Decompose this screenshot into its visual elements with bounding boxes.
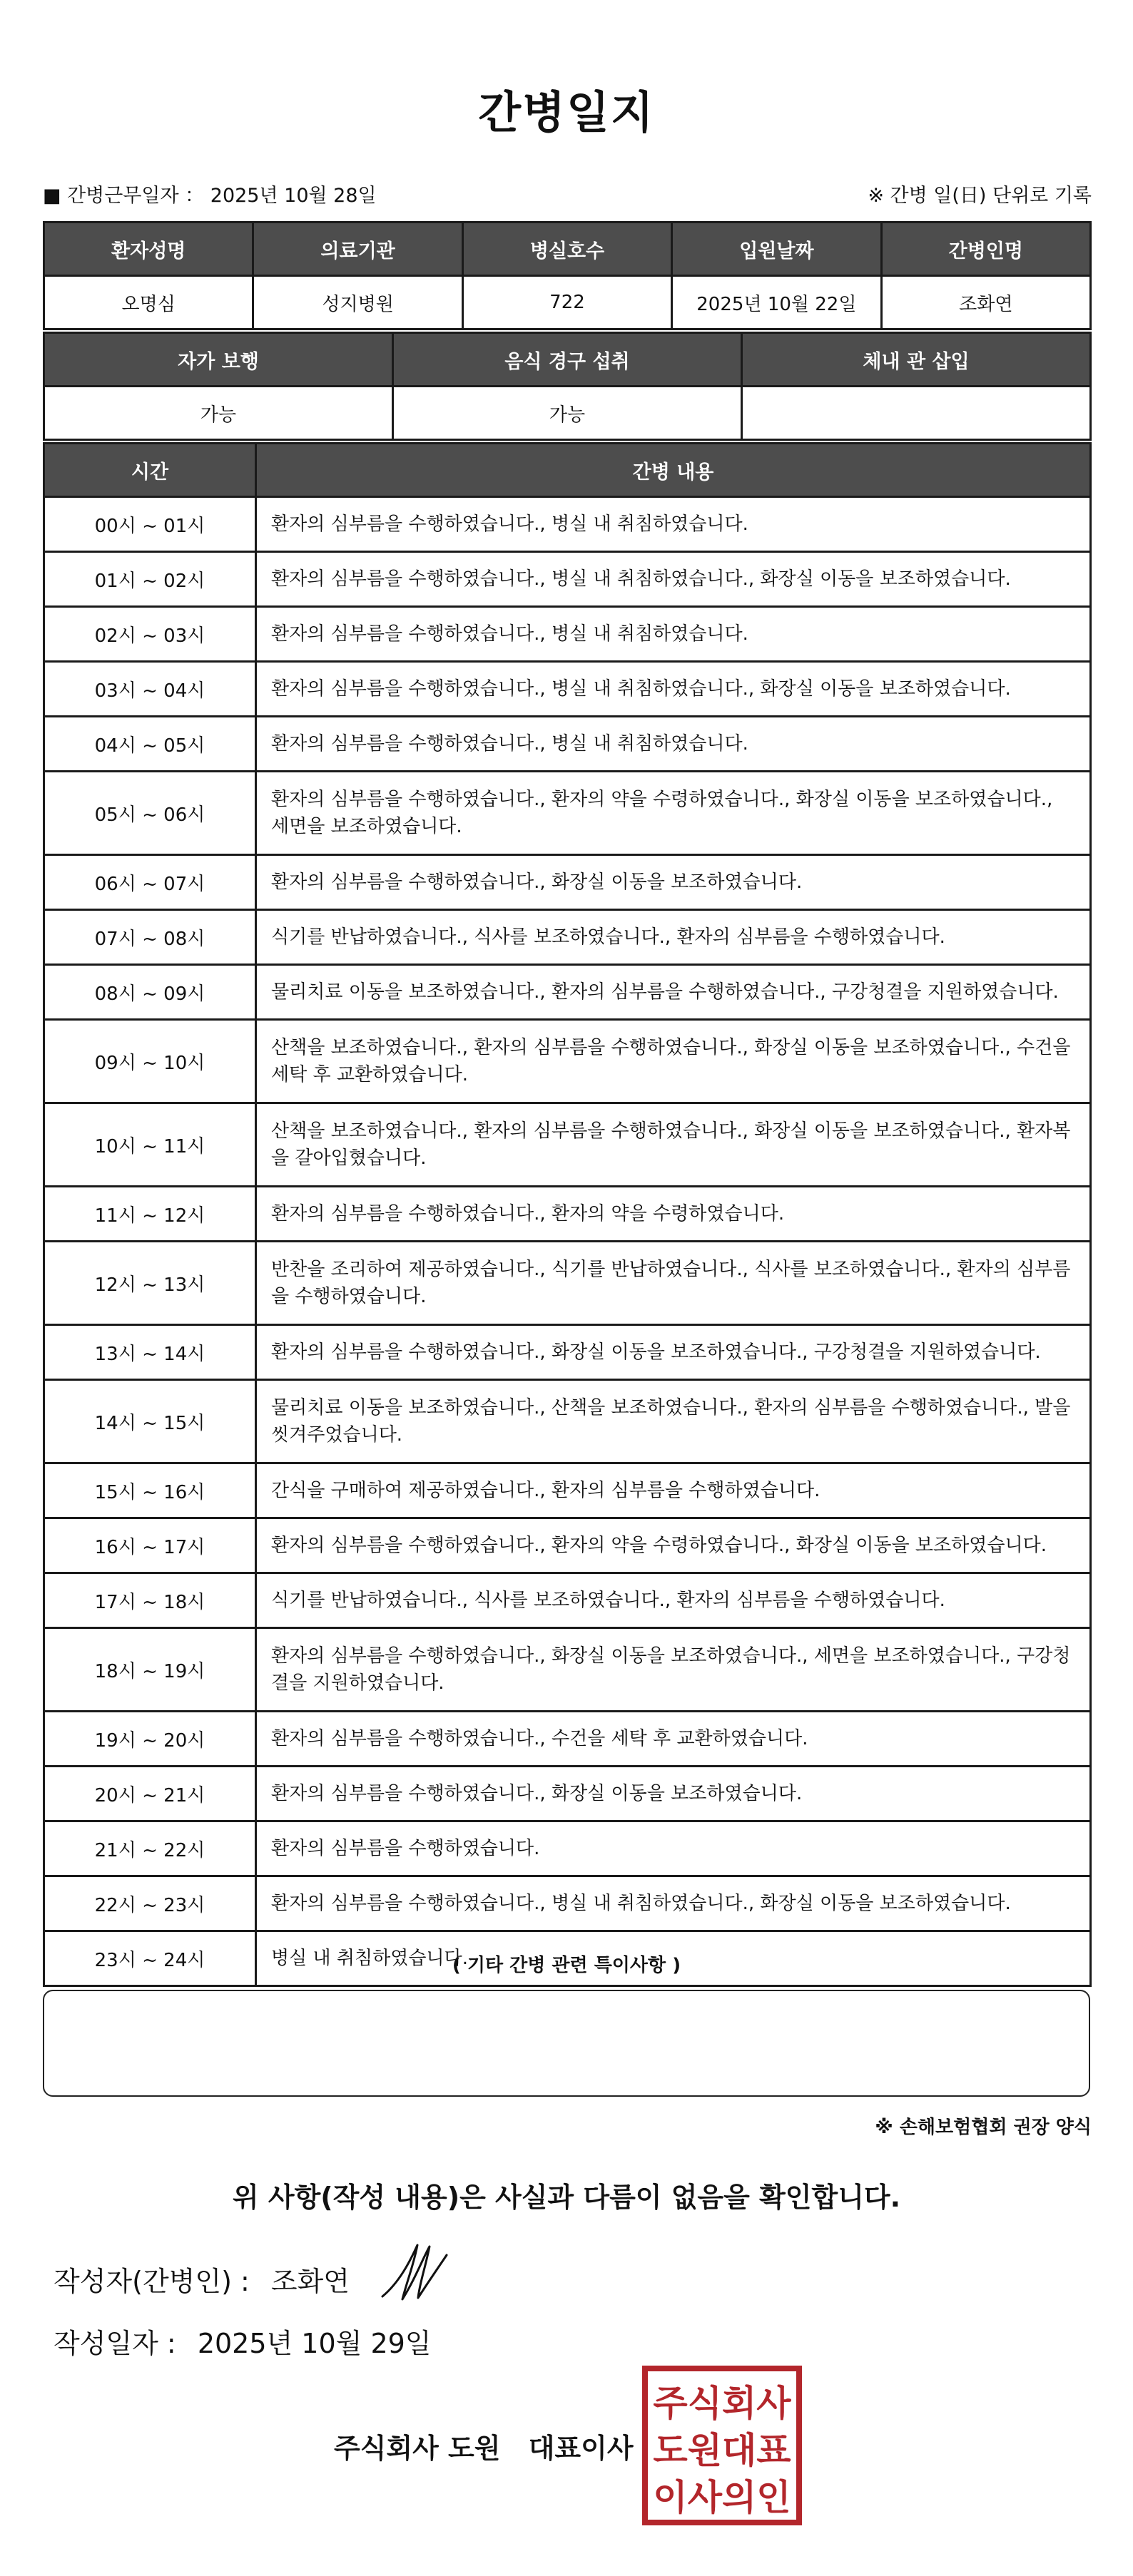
log-content-cell: 환자의 심부름을 수행하였습니다., 병실 내 취침하였습니다. bbox=[256, 607, 1091, 662]
care-log-header-row bbox=[44, 444, 1091, 497]
log-time-cell: 00시 ~ 01시 bbox=[44, 497, 256, 552]
log-content-cell: 간식을 구매하여 제공하였습니다., 환자의 심부름을 수행하였습니다. bbox=[256, 1463, 1091, 1518]
hospital-header: 의료기관 bbox=[253, 223, 462, 276]
time-header: 시간 bbox=[44, 444, 256, 497]
care-log-row bbox=[44, 1821, 1091, 1876]
form-note: ※ 손해보험협회 권장 양식 bbox=[875, 2117, 1092, 2138]
log-content-cell: 환자의 심부름을 수행하였습니다. bbox=[256, 1821, 1091, 1876]
remarks-box bbox=[43, 1990, 1090, 2097]
log-time-cell: 09시 ~ 10시 bbox=[44, 1020, 256, 1103]
tube-insertion-header: 체내 관 삽입 bbox=[742, 333, 1091, 387]
work-date bbox=[43, 180, 377, 208]
room-number-header: 병실호수 bbox=[462, 223, 671, 276]
care-log-row bbox=[44, 965, 1091, 1020]
log-time-cell: 06시 ~ 07시 bbox=[44, 855, 256, 910]
log-time-cell: 10시 ~ 11시 bbox=[44, 1103, 256, 1187]
log-content-cell: 병실 내 취침하였습니다. bbox=[256, 1931, 1091, 1986]
care-log-row bbox=[44, 1518, 1091, 1573]
log-content-cell: 물리치료 이동을 보조하였습니다., 환자의 심부름을 수행하였습니다., 구강청결을 지원하였습니다. bbox=[256, 965, 1091, 1020]
care-log-row bbox=[44, 1325, 1091, 1380]
log-content-cell: 환자의 심부름을 수행하였습니다., 환자의 약을 수령하였습니다. bbox=[256, 1187, 1091, 1242]
patient-condition-table bbox=[43, 332, 1092, 441]
log-time-cell: 15시 ~ 16시 bbox=[44, 1463, 256, 1518]
log-content-cell: 환자의 심부름을 수행하였습니다., 화장실 이동을 보조하였습니다., 구강청결을 지원하였습니다. bbox=[256, 1325, 1091, 1380]
work-date-label: ■ 간병근무일자 ： bbox=[43, 185, 205, 207]
log-time-cell: 08시 ~ 09시 bbox=[44, 965, 256, 1020]
log-time-cell: 19시 ~ 20시 bbox=[44, 1712, 256, 1767]
care-log-row bbox=[44, 1380, 1091, 1463]
log-content-cell: 환자의 심부름을 수행하였습니다., 병실 내 취침하였습니다., 화장실 이동을 보조하였습니다. bbox=[256, 1876, 1091, 1931]
room-number-value: 722 bbox=[462, 276, 671, 329]
log-time-cell: 04시 ~ 05시 bbox=[44, 717, 256, 772]
log-time-cell: 17시 ~ 18시 bbox=[44, 1573, 256, 1628]
log-time-cell: 20시 ~ 21시 bbox=[44, 1767, 256, 1821]
log-time-cell: 21시 ~ 22시 bbox=[44, 1821, 256, 1876]
caregiver-name-header: 간병인명 bbox=[881, 223, 1090, 276]
signature-icon bbox=[378, 2239, 449, 2304]
work-date-value: 2025년 10월 28일 bbox=[210, 185, 377, 207]
care-log-table bbox=[43, 442, 1092, 1987]
care-log-row bbox=[44, 1103, 1091, 1187]
log-content-cell: 환자의 심부름을 수행하였습니다., 병실 내 취침하였습니다., 화장실 이동을 보조하였습니다. bbox=[256, 552, 1091, 607]
log-time-cell: 13시 ~ 14시 bbox=[44, 1325, 256, 1380]
log-content-cell: 산책을 보조하였습니다., 환자의 심부름을 수행하였습니다., 화장실 이동을 보조하였습니다., 수건을 세탁 후 교환하였습니다. bbox=[256, 1020, 1091, 1103]
log-content-cell: 산책을 보조하였습니다., 환자의 심부름을 수행하였습니다., 화장실 이동을 보조하였습니다., 환자복을 갈아입혔습니다. bbox=[256, 1103, 1091, 1187]
self-walking-header: 자가 보행 bbox=[44, 333, 393, 387]
work-date-row bbox=[43, 180, 1092, 208]
care-log-row bbox=[44, 717, 1091, 772]
log-time-cell: 03시 ~ 04시 bbox=[44, 662, 256, 717]
log-time-cell: 07시 ~ 08시 bbox=[44, 910, 256, 965]
patient-info-header-row bbox=[44, 223, 1091, 276]
log-time-cell: 23시 ~ 24시 bbox=[44, 1931, 256, 1986]
log-time-cell: 01시 ~ 02시 bbox=[44, 552, 256, 607]
care-log-row bbox=[44, 1876, 1091, 1931]
log-content-cell: 반찬을 조리하여 제공하였습니다., 식기를 반납하였습니다., 식사를 보조하였습니다., 환자의 심부름을 수행하였습니다. bbox=[256, 1242, 1091, 1325]
care-log-row bbox=[44, 1712, 1091, 1767]
log-time-cell: 12시 ~ 13시 bbox=[44, 1242, 256, 1325]
remarks-title: ( 기타 간병 관련 특이사항 ) bbox=[452, 1955, 681, 1976]
patient-info-table bbox=[43, 221, 1092, 330]
self-walking-value: 가능 bbox=[44, 387, 393, 440]
writer-label: 작성자(간병인) : bbox=[54, 2266, 250, 2297]
care-log-row bbox=[44, 1020, 1091, 1103]
unit-note: ※ 간병 일(日) 단위로 기록 bbox=[868, 185, 1092, 207]
seal-text-line-3: 이사의인 bbox=[653, 2477, 791, 2518]
confirmation-statement: 위 사항(작성 내용)은 사실과 다름이 없음을 확인합니다. bbox=[232, 2182, 901, 2213]
company-role: 대표이사 bbox=[528, 2433, 634, 2464]
log-content-cell: 식기를 반납하였습니다., 식사를 보조하였습니다., 환자의 심부름을 수행하였습니다. bbox=[256, 910, 1091, 965]
log-content-cell: 환자의 심부름을 수행하였습니다., 병실 내 취침하였습니다. bbox=[256, 497, 1091, 552]
oral-intake-value: 가능 bbox=[393, 387, 742, 440]
care-log-row bbox=[44, 1187, 1091, 1242]
care-log-body bbox=[44, 497, 1091, 1986]
written-date-label: 작성일자 : bbox=[54, 2328, 176, 2359]
care-log-row bbox=[44, 1242, 1091, 1325]
log-time-cell: 18시 ~ 19시 bbox=[44, 1628, 256, 1712]
written-date-row bbox=[54, 2321, 432, 2361]
log-time-cell: 11시 ~ 12시 bbox=[44, 1187, 256, 1242]
company-row bbox=[334, 2426, 634, 2465]
care-log-row bbox=[44, 1628, 1091, 1712]
patient-name-header: 환자성명 bbox=[44, 223, 253, 276]
care-log-row bbox=[44, 497, 1091, 552]
patient-info-value-row bbox=[44, 276, 1091, 329]
tube-insertion-value bbox=[742, 387, 1091, 440]
log-content-cell: 환자의 심부름을 수행하였습니다., 화장실 이동을 보조하였습니다. bbox=[256, 855, 1091, 910]
caregiver-name-value: 조화연 bbox=[881, 276, 1090, 329]
oral-intake-header: 음식 경구 섭취 bbox=[393, 333, 742, 387]
writer-name: 조화연 bbox=[270, 2266, 350, 2297]
log-content-cell: 환자의 심부름을 수행하였습니다., 수건을 세탁 후 교환하였습니다. bbox=[256, 1712, 1091, 1767]
care-log-row bbox=[44, 1767, 1091, 1821]
condition-header-row bbox=[44, 333, 1091, 387]
log-time-cell: 14시 ~ 15시 bbox=[44, 1380, 256, 1463]
seal-text-line-2: 도원대표 bbox=[653, 2430, 791, 2471]
care-log-row bbox=[44, 772, 1091, 855]
company-name: 주식회사 도원 bbox=[334, 2433, 501, 2464]
log-content-cell: 환자의 심부름을 수행하였습니다., 화장실 이동을 보조하였습니다. bbox=[256, 1767, 1091, 1821]
log-time-cell: 05시 ~ 06시 bbox=[44, 772, 256, 855]
care-content-header: 간병 내용 bbox=[256, 444, 1091, 497]
writer-row bbox=[54, 2259, 350, 2299]
log-content-cell: 환자의 심부름을 수행하였습니다., 병실 내 취침하였습니다., 화장실 이동을 보조하였습니다. bbox=[256, 662, 1091, 717]
log-content-cell: 환자의 심부름을 수행하였습니다., 환자의 약을 수령하였습니다., 화장실 이동을 보조하였습니다. bbox=[256, 1518, 1091, 1573]
log-time-cell: 22시 ~ 23시 bbox=[44, 1876, 256, 1931]
log-content-cell: 환자의 심부름을 수행하였습니다., 환자의 약을 수령하였습니다., 화장실 이동을 보조하였습니다., 세면을 보조하였습니다. bbox=[256, 772, 1091, 855]
hospital-value: 성지병원 bbox=[253, 276, 462, 329]
admission-date-value: 2025년 10월 22일 bbox=[672, 276, 881, 329]
condition-value-row bbox=[44, 387, 1091, 440]
log-time-cell: 02시 ~ 03시 bbox=[44, 607, 256, 662]
written-date-value: 2025년 10월 29일 bbox=[197, 2328, 432, 2359]
care-log-row bbox=[44, 662, 1091, 717]
care-log-row bbox=[44, 607, 1091, 662]
log-time-cell: 16시 ~ 17시 bbox=[44, 1518, 256, 1573]
company-seal-icon bbox=[641, 2364, 803, 2527]
log-content-cell: 환자의 심부름을 수행하였습니다., 병실 내 취침하였습니다. bbox=[256, 717, 1091, 772]
log-content-cell: 환자의 심부름을 수행하였습니다., 화장실 이동을 보조하였습니다., 세면을 보조하였습니다., 구강청결을 지원하였습니다. bbox=[256, 1628, 1091, 1712]
care-log-row bbox=[44, 1573, 1091, 1628]
log-content-cell: 물리치료 이동을 보조하였습니다., 산책을 보조하였습니다., 환자의 심부름을 수행하였습니다., 발을 씻겨주었습니다. bbox=[256, 1380, 1091, 1463]
admission-date-header: 입원날짜 bbox=[672, 223, 881, 276]
document-title: 간병일지 bbox=[478, 86, 655, 138]
care-log-row bbox=[44, 855, 1091, 910]
care-log-row bbox=[44, 910, 1091, 965]
seal-text-line-1: 주식회사 bbox=[653, 2383, 791, 2424]
patient-name-value: 오명심 bbox=[44, 276, 253, 329]
care-log-row bbox=[44, 1463, 1091, 1518]
care-log-row bbox=[44, 552, 1091, 607]
log-content-cell: 식기를 반납하였습니다., 식사를 보조하였습니다., 환자의 심부름을 수행하였습니다. bbox=[256, 1573, 1091, 1628]
